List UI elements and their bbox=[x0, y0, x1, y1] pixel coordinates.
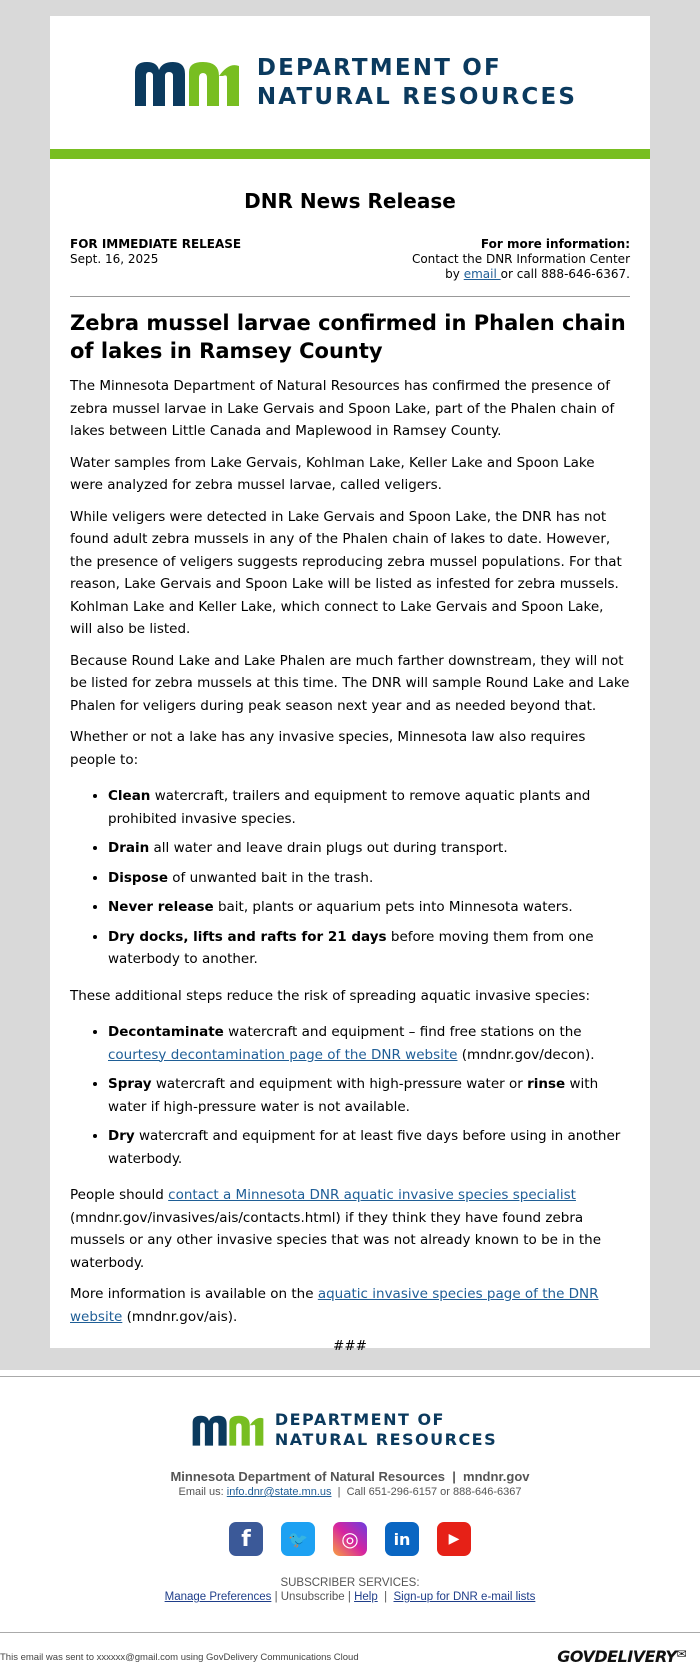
sent-note: This email was sent to xxxxxx@gmail.com using GovDelivery Communications Cloud bbox=[0, 1652, 359, 1663]
p7-before: People should bbox=[70, 1187, 169, 1203]
p8-after: (mndnr.gov/ais). bbox=[122, 1308, 238, 1325]
release-left bbox=[70, 237, 241, 282]
facebook-icon[interactable] bbox=[229, 1522, 263, 1556]
item-bold: Dry bbox=[108, 1128, 135, 1144]
email-link[interactable]: email bbox=[463, 267, 501, 281]
release-title: DNR News Release bbox=[244, 189, 456, 213]
list-item bbox=[108, 785, 630, 830]
subscriber-links bbox=[0, 1591, 700, 1603]
govdelivery-logo[interactable] bbox=[557, 1647, 686, 1666]
paragraph-2: Water samples from Lake Gervais, Kohlman Lake, Keller Lake and Spoon Lake were analyzed for zebra mussel larvae, called veligers. bbox=[70, 454, 595, 493]
paragraph-5: Whether or not a lake has any invasive species, Minnesota law also requires people to: bbox=[70, 729, 586, 768]
separator: | bbox=[377, 1591, 394, 1603]
item-text: watercraft, trailers and equipment to remove aquatic plants and prohibited invasive species. bbox=[108, 788, 591, 827]
govdelivery-text: GOVDELIVERY bbox=[557, 1647, 677, 1666]
item-text: all water and leave drain plugs out during transport. bbox=[149, 840, 508, 856]
envelope-icon: ✉ bbox=[676, 1647, 686, 1661]
item-bold: Never release bbox=[108, 899, 214, 915]
release-right bbox=[412, 237, 630, 282]
call-suffix: or call 888-646-6367. bbox=[500, 267, 630, 281]
item-bold: rinse bbox=[527, 1076, 566, 1092]
item-bold: Spray bbox=[108, 1076, 152, 1092]
paragraph-3: While veligers were detected in Lake Gervais and Spoon Lake, the DNR has not found adult zebra mussels in any of the Phalen chain of lakes to date. However, the presence of veligers suggests reproducing zebra mussel populations. For that reason, Lake Gervais and Spoon Lake will be listed as infested for zebra mussels. Kohlman Lake and Keller Lake, which connect to Lake Gervais and Spoon Lake, will also be listed. bbox=[70, 508, 622, 637]
paragraph-7 bbox=[70, 1184, 630, 1274]
item-bold: Drain bbox=[108, 840, 150, 856]
signup-link[interactable]: Sign-up for DNR e-mail lists bbox=[393, 1591, 536, 1603]
list-item bbox=[108, 837, 630, 860]
dept-line-2: NATURAL RESOURCES bbox=[256, 83, 578, 110]
list-item bbox=[108, 896, 630, 919]
youtube-icon[interactable] bbox=[437, 1522, 471, 1556]
item-text: watercraft and equipment for at least five days before using in another waterbody. bbox=[108, 1128, 621, 1167]
release-date: Sept. 16, 2025 bbox=[70, 252, 159, 266]
dept-line-2: NATURAL RESOURCES bbox=[274, 1430, 498, 1449]
list-item bbox=[108, 1021, 630, 1066]
end-mark: ### bbox=[333, 1338, 367, 1354]
linkedin-icon[interactable] bbox=[385, 1522, 419, 1556]
masthead bbox=[50, 16, 650, 149]
by-prefix: by bbox=[445, 267, 464, 281]
item-text: before moving them from one waterbody to another. bbox=[108, 928, 594, 967]
social-icons bbox=[0, 1522, 700, 1556]
paragraph-4: Because Round Lake and Lake Phalen are much farther downstream, they will not be listed for zebra mussels at this time. The DNR will sample Round Lake and Lake Phalen for veligers during peak season next year and as needed beyond that. bbox=[70, 652, 630, 714]
list-item bbox=[108, 1073, 630, 1118]
newsletter-card bbox=[50, 16, 650, 1354]
law-requirements-list bbox=[108, 785, 630, 971]
facebook-glyph: f bbox=[241, 1526, 251, 1552]
item-bold: Dry docks, lifts and rafts for 21 days bbox=[108, 928, 387, 945]
footer bbox=[0, 1370, 700, 1676]
subscriber-services-label: SUBSCRIBER SERVICES: bbox=[280, 1577, 420, 1589]
email-prefix: Email us: bbox=[178, 1486, 227, 1498]
footer-dept-name bbox=[275, 1410, 497, 1450]
divider bbox=[70, 296, 630, 297]
p8-before: More information is available on the bbox=[70, 1286, 318, 1302]
decon-page-link[interactable]: courtesy decontamination page of the DNR website bbox=[108, 1046, 458, 1063]
ais-specialist-link[interactable]: contact a Minnesota DNR aquatic invasive species specialist bbox=[168, 1187, 576, 1203]
item-text: with water if high-pressure water is not available. bbox=[108, 1076, 599, 1115]
contact-by-line bbox=[412, 267, 630, 282]
more-info-label: For more information: bbox=[480, 237, 630, 251]
item-bold: Dispose bbox=[108, 869, 168, 886]
instagram-glyph: ◎ bbox=[341, 1527, 359, 1551]
immediate-release-label: FOR IMMEDIATE RELEASE bbox=[70, 237, 242, 251]
twitter-glyph: 🐦 bbox=[288, 1529, 308, 1549]
item-bold: Clean bbox=[108, 788, 151, 804]
footer-contact-line bbox=[0, 1486, 700, 1498]
manage-preferences-link[interactable]: Manage Preferences bbox=[164, 1591, 272, 1603]
item-text: watercraft and equipment – find free stations on the bbox=[223, 1024, 582, 1040]
linkedin-glyph: in bbox=[393, 1529, 411, 1549]
unsubscribe-text[interactable]: | Unsubscribe | bbox=[271, 1591, 355, 1603]
dnr-logo[interactable] bbox=[133, 54, 577, 112]
release-meta bbox=[70, 237, 630, 282]
dept-name bbox=[257, 54, 577, 112]
item-text: watercraft and equipment with high-pressure water or bbox=[151, 1076, 528, 1092]
footer-bottom-rule bbox=[0, 1632, 700, 1633]
footer-email-link[interactable]: info.dnr@state.mn.us bbox=[226, 1486, 332, 1498]
footer-dnr-logo[interactable] bbox=[191, 1410, 497, 1450]
dept-line-1: DEPARTMENT OF bbox=[256, 54, 502, 81]
item-text: (mndnr.gov/decon). bbox=[457, 1046, 595, 1063]
list-item bbox=[108, 926, 630, 971]
list-item bbox=[108, 1125, 630, 1170]
ais-page-link[interactable]: aquatic invasive species page of the DNR website bbox=[70, 1286, 599, 1325]
mn-logo-mark-icon bbox=[191, 1413, 265, 1447]
dept-line-1: DEPARTMENT OF bbox=[274, 1410, 445, 1429]
youtube-glyph: ▶ bbox=[448, 1531, 460, 1547]
paragraph-8 bbox=[70, 1283, 630, 1328]
item-bold: Decontaminate bbox=[108, 1024, 224, 1040]
contact-line: Contact the DNR Information Center bbox=[411, 252, 630, 266]
instagram-icon[interactable] bbox=[333, 1522, 367, 1556]
p7-after: (mndnr.gov/invasives/ais/contacts.html) if they think they have found zebra mussels or any other invasive species that was not already known to be in the waterbody. bbox=[70, 1209, 602, 1271]
footer-org-line: Minnesota Department of Natural Resources | mndnr.gov bbox=[170, 1469, 530, 1484]
paragraph-6: These additional steps reduce the risk of spreading aquatic invasive species: bbox=[70, 987, 591, 1004]
list-item bbox=[108, 867, 630, 890]
item-text: of unwanted bait in the trash. bbox=[168, 869, 374, 886]
additional-steps-list bbox=[108, 1021, 630, 1170]
paragraph-1: The Minnesota Department of Natural Resources has confirmed the presence of zebra mussel larvae in Lake Gervais and Spoon Lake, part of the Phalen chain of lakes between Little Canada and Maplewood in Ramsey County. bbox=[70, 378, 615, 439]
headline: Zebra mussel larvae confirmed in Phalen chain of lakes in Ramsey County bbox=[70, 311, 626, 363]
item-text: bait, plants or aquarium pets into Minnesota waters. bbox=[213, 899, 573, 915]
content bbox=[50, 189, 650, 1354]
footer-top-rule bbox=[0, 1376, 700, 1377]
footer-call: | Call 651-296-6157 or 888-646-6367 bbox=[331, 1486, 522, 1498]
twitter-icon[interactable] bbox=[281, 1522, 315, 1556]
green-divider-bar bbox=[50, 149, 650, 159]
footer-logo-row bbox=[0, 1410, 700, 1450]
help-link[interactable]: Help bbox=[354, 1591, 378, 1603]
mn-logo-mark-icon bbox=[133, 58, 241, 108]
